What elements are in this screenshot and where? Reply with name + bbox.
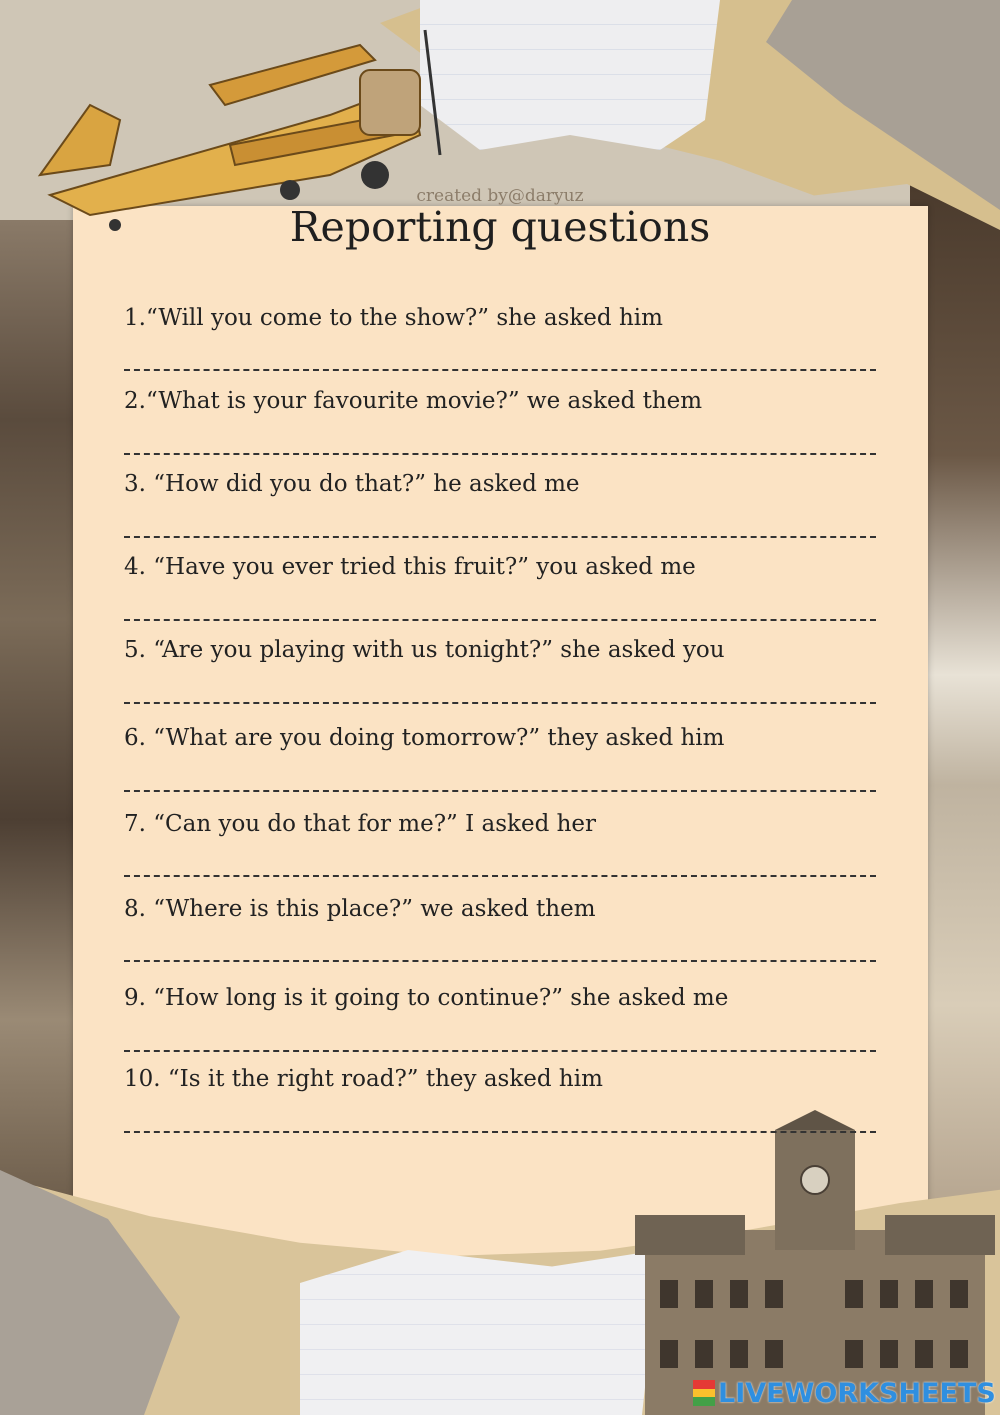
question-8: 8. “Where is this place?” we asked them (124, 896, 596, 922)
answer-line-2[interactable] (124, 453, 876, 455)
question-7: 7. “Can you do that for me?” I asked her (124, 811, 597, 837)
answer-line-3[interactable] (124, 536, 876, 538)
answer-line-8[interactable] (124, 960, 876, 962)
notebook-paper-scrap-bottom (300, 1250, 660, 1415)
question-4: 4. “Have you ever tried this fruit?” you asked me (124, 554, 696, 580)
answer-line-10[interactable] (124, 1131, 876, 1133)
question-2: 2.“What is your favourite movie?” we asked them (124, 388, 703, 414)
answer-line-6[interactable] (124, 790, 876, 792)
question-5: 5. “Are you playing with us tonight?” she asked you (124, 637, 725, 663)
question-1: 1.“Will you come to the show?” she asked him (124, 305, 663, 331)
town-hall-illustration (635, 1110, 995, 1415)
notebook-paper-scrap (420, 0, 720, 150)
watermark: LIVEWORKSHEETS (718, 1378, 996, 1409)
answer-line-7[interactable] (124, 875, 876, 877)
answer-line-9[interactable] (124, 1050, 876, 1052)
question-6: 6. “What are you doing tomorrow?” they asked him (124, 725, 725, 751)
answer-line-4[interactable] (124, 619, 876, 621)
question-10: 10. “Is it the right road?” they asked him (124, 1066, 603, 1092)
answer-line-1[interactable] (124, 369, 876, 371)
creator-credit: created by@daryuz (416, 186, 584, 206)
question-9: 9. “How long is it going to continue?” she asked me (124, 985, 729, 1011)
answer-line-5[interactable] (124, 702, 876, 704)
worksheet-title: Reporting questions (289, 203, 711, 251)
liveworksheets-logo-icon (693, 1380, 715, 1406)
question-3: 3. “How did you do that?” he asked me (124, 471, 580, 497)
